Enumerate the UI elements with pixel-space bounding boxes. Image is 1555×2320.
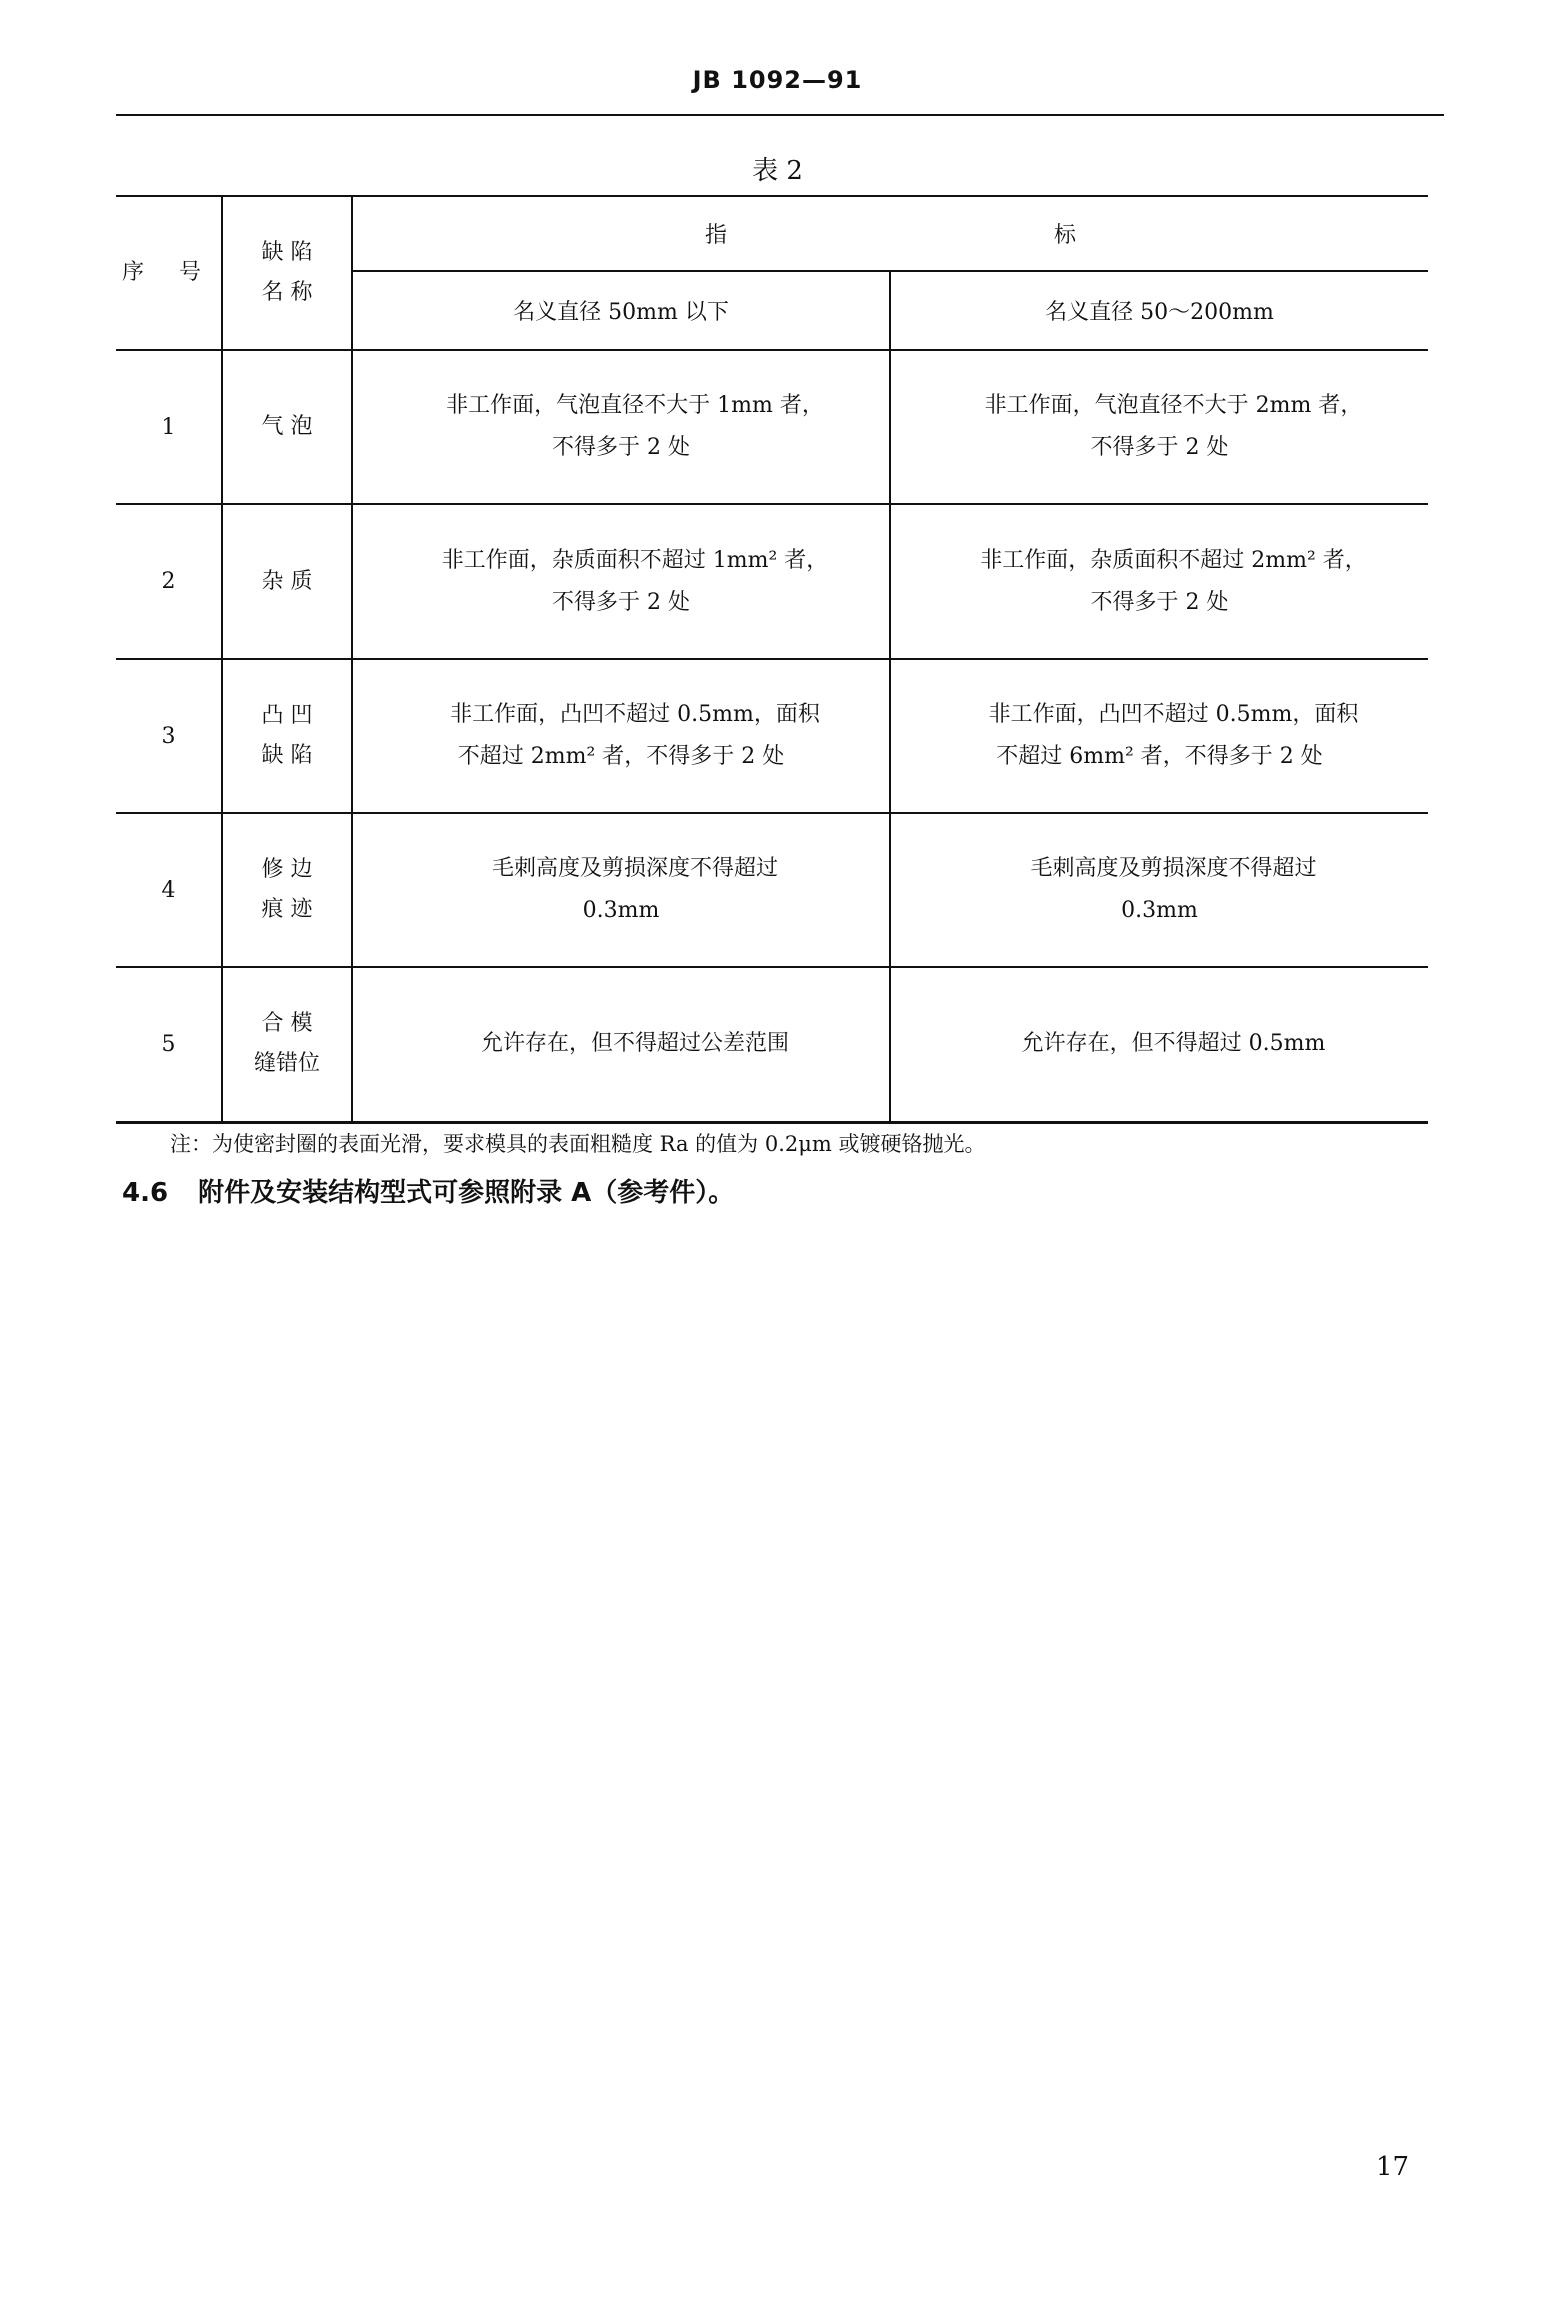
page-number: 17 <box>1376 2152 1410 2182</box>
clause-4-6 <box>122 1172 734 1209</box>
header-indicator <box>352 196 1428 271</box>
row-number: 1 <box>116 350 222 504</box>
table-row <box>116 504 1428 659</box>
row-spec-large <box>890 967 1428 1122</box>
header-col-large: 名义直径 50～200mm <box>890 271 1428 350</box>
row-defect-name-line1: 凸 凹 <box>261 703 313 728</box>
row-defect-name-line2: 痕 迹 <box>261 897 313 922</box>
row-number: 2 <box>116 504 222 659</box>
clause-text: 附件及安装结构型式可参照附录 A（参考件）。 <box>198 1178 735 1208</box>
header-indicator-label: 指 标 <box>705 223 1236 248</box>
row-spec-small-line2: 不得多于 2 处 <box>552 435 690 460</box>
header-index-label: 序 号 <box>122 260 215 285</box>
row-defect-name <box>222 504 352 659</box>
row-spec-small-line2: 0.3mm <box>582 898 660 923</box>
table-row <box>116 967 1428 1122</box>
row-spec-large <box>890 350 1428 504</box>
table-header-row <box>116 196 1428 271</box>
row-spec-large <box>890 813 1428 967</box>
row-spec-small-line1: 非工作面，杂质面积不超过 1mm² 者， <box>441 547 829 573</box>
row-defect-name-line: 气 泡 <box>261 414 313 439</box>
row-spec-large-line1: 毛刺高度及剪损深度不得超过 <box>1030 856 1317 881</box>
header-index <box>116 196 222 350</box>
header-rule <box>116 114 1444 116</box>
row-spec-small <box>352 659 890 813</box>
header-col-small: 名义直径 50mm 以下 <box>352 271 890 350</box>
row-spec-large-line1: 允许存在，但不得超过 0.5mm <box>1021 1031 1326 1057</box>
row-spec-large-line1: 非工作面，凸凹不超过 0.5mm，面积 <box>988 702 1359 727</box>
row-defect-name-line2: 缺 陷 <box>261 743 313 768</box>
table-row <box>116 813 1428 967</box>
row-spec-small <box>352 504 890 659</box>
row-defect-name <box>222 813 352 967</box>
header-defect-name-line1: 缺 陷 <box>261 240 313 265</box>
row-spec-large-line2: 不超过 6mm² 者，不得多于 2 处 <box>996 744 1323 769</box>
table-row <box>116 350 1428 504</box>
row-number: 3 <box>116 659 222 813</box>
row-spec-large-line2: 不得多于 2 处 <box>1090 589 1229 615</box>
row-defect-name-line1: 修 边 <box>261 857 313 882</box>
row-spec-small-line1: 非工作面，凸凹不超过 0.5mm，面积 <box>450 702 820 727</box>
table-note: 注：为使密封圈的表面光滑，要求模具的表面粗糙度 Ra 的值为 0.2μm 或镀硬铬抛光。 <box>170 1132 986 1156</box>
row-spec-large-line1: 非工作面，气泡直径不大于 2mm 者， <box>984 393 1363 418</box>
row-spec-small <box>352 813 890 967</box>
row-spec-large-line2: 不得多于 2 处 <box>1090 435 1229 460</box>
row-spec-small-line1: 允许存在，但不得超过公差范围 <box>480 1031 789 1057</box>
row-number: 4 <box>116 813 222 967</box>
table-row <box>116 659 1428 813</box>
row-defect-name <box>222 659 352 813</box>
row-spec-small <box>352 350 890 504</box>
row-defect-name-line1: 合 模 <box>261 1011 313 1037</box>
row-spec-large-line2: 0.3mm <box>1121 898 1198 923</box>
row-defect-name <box>222 967 352 1122</box>
row-spec-small <box>352 967 890 1122</box>
row-spec-large <box>890 504 1428 659</box>
row-spec-small-line1: 非工作面，气泡直径不大于 1mm 者， <box>446 393 824 418</box>
row-spec-large-line1: 非工作面，杂质面积不超过 2mm² 者， <box>980 547 1367 573</box>
row-number: 5 <box>116 967 222 1122</box>
table-caption: 表 2 <box>752 156 803 186</box>
row-defect-name-line2: 缝错位 <box>253 1051 320 1077</box>
header-defect-name-line2: 名 称 <box>261 280 313 305</box>
row-defect-name-line: 杂 质 <box>261 568 313 594</box>
defect-spec-table <box>116 195 1428 1124</box>
row-defect-name <box>222 350 352 504</box>
document-code: JB 1092—91 <box>692 66 863 94</box>
row-spec-small-line2: 不超过 2mm² 者，不得多于 2 处 <box>457 744 785 769</box>
clause-number: 4.6 <box>122 1178 169 1208</box>
row-spec-large <box>890 659 1428 813</box>
row-spec-small-line1: 毛刺高度及剪损深度不得超过 <box>491 856 778 881</box>
header-defect-name <box>222 196 352 350</box>
row-spec-small-line2: 不得多于 2 处 <box>552 589 690 615</box>
